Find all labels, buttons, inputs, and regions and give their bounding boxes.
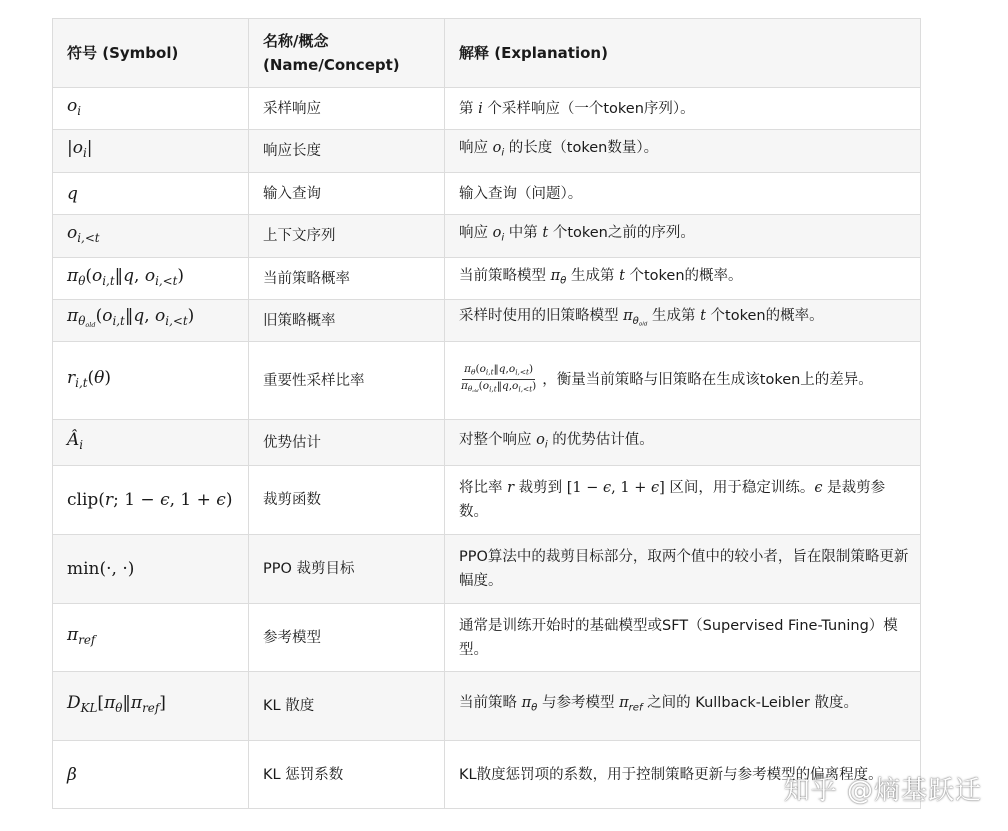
symbol-o-i: $o_i$ — [53, 88, 249, 130]
symbol-a-hat-i: $Â_i$ — [53, 420, 249, 466]
explanation-cell: PPO算法中的裁剪目标部分，取两个值中的较小者，旨在限制策略更新幅度。 — [445, 535, 921, 604]
name-cell: 当前策略概率 — [249, 258, 445, 300]
symbol-d-kl: $D_{KL}[\pi_\theta‖\pi_{ref}]$ — [53, 672, 249, 741]
ratio-fraction: $\frac{\pi_\theta(o_{i,t}‖q,o_{i,<t})}{\pi_{\theta old}(o_{i,t}‖q,o_{i,<t})}$ — [461, 363, 537, 394]
explanation-cell: 第 i 个采样响应（一个token序列）。 — [445, 88, 921, 130]
symbol-pi-theta: $\pi_\theta(o_{i,t}‖q$, $o_{i,<t}$) — [53, 258, 249, 300]
symbol-pi-theta-old: $\pi_{\theta old}(o_{i,t}‖q$, $o_{i,<t}$) — [53, 300, 249, 342]
name-cell: 旧策略概率 — [249, 300, 445, 342]
explanation-cell: 当前策略模型 $\pi_\theta$ 生成第 t 个token的概率。 — [445, 258, 921, 300]
table-row — [53, 130, 921, 173]
name-cell: 参考模型 — [249, 604, 445, 672]
symbol-table — [52, 18, 921, 809]
explanation-cell: 响应 $o_i$ 的长度（token数量）。 — [445, 130, 921, 173]
explanation-cell: 响应 $o_i$ 中第 t 个token之前的序列。 — [445, 215, 921, 258]
table-row — [53, 88, 921, 130]
name-cell: 重要性采样比率 — [249, 342, 445, 420]
table-row — [53, 300, 921, 342]
explanation-cell: 将比率 r 裁剪到 [1 − ϵ, 1 + ϵ] 区间，用于稳定训练。ϵ 是裁剪参数。 — [445, 466, 921, 535]
explanation-cell: 输入查询（问题）。 — [445, 173, 921, 215]
table-row — [53, 173, 921, 215]
symbol-q: q — [53, 173, 249, 215]
table-row — [53, 535, 921, 604]
explanation-cell: $\frac{\pi_\theta(o_{i,t}‖q,o_{i,<t})}{\pi_{\theta old}(o_{i,t}‖q,o_{i,<t})}$ ，衡量当前策略与旧策略在生成该token上的差异。 — [445, 342, 921, 420]
symbol-min: min(·, ·) — [53, 535, 249, 604]
table-row — [53, 466, 921, 535]
explanation-cell: 通常是训练开始时的基础模型或SFT（Supervised Fine-Tuning）模型。 — [445, 604, 921, 672]
explanation-cell: 采样时使用的旧策略模型 $\pi_{\theta old}$ 生成第 t 个token的概率。 — [445, 300, 921, 342]
explanation-cell: 当前策略 $\pi_\theta$ 与参考模型 $\pi_{ref}$ 之间的 Kullback-Leibler 散度。 — [445, 672, 921, 741]
name-cell: PPO 裁剪目标 — [249, 535, 445, 604]
table-row — [53, 342, 921, 420]
symbol-clip: clip(r; 1 − ϵ, 1 + ϵ) — [53, 466, 249, 535]
symbol-beta: β — [53, 741, 249, 809]
table-row — [53, 604, 921, 672]
header-row — [53, 19, 921, 88]
header-name: 名称/概念 (Name/Concept) — [249, 19, 445, 88]
name-cell: 响应长度 — [249, 130, 445, 173]
table-row — [53, 420, 921, 466]
symbol-o-i-lt-t: $o_{i,<t}$ — [53, 215, 249, 258]
table-row — [53, 258, 921, 300]
table-row — [53, 672, 921, 741]
name-cell: 优势估计 — [249, 420, 445, 466]
header-explanation: 解释 (Explanation) — [445, 19, 921, 88]
name-cell: 采样响应 — [249, 88, 445, 130]
symbol-abs-o-i: $|o_i|$ — [53, 130, 249, 173]
explanation-cell: 对整个响应 $o_i$ 的优势估计值。 — [445, 420, 921, 466]
name-cell: KL 散度 — [249, 672, 445, 741]
name-cell: 裁剪函数 — [249, 466, 445, 535]
explanation-cell: KL散度惩罚项的系数，用于控制策略更新与参考模型的偏离程度。 — [445, 741, 921, 809]
symbol-table-container — [52, 18, 920, 809]
symbol-pi-ref: $\pi_{ref}$ — [53, 604, 249, 672]
table-row — [53, 215, 921, 258]
symbol-r-i-t: $r_{i,t}(\theta)$ — [53, 342, 249, 420]
name-cell: 输入查询 — [249, 173, 445, 215]
header-symbol: 符号 (Symbol) — [53, 19, 249, 88]
name-cell: 上下文序列 — [249, 215, 445, 258]
name-cell: KL 惩罚系数 — [249, 741, 445, 809]
watermark: 知乎 @熵基跃迁 — [783, 776, 982, 806]
